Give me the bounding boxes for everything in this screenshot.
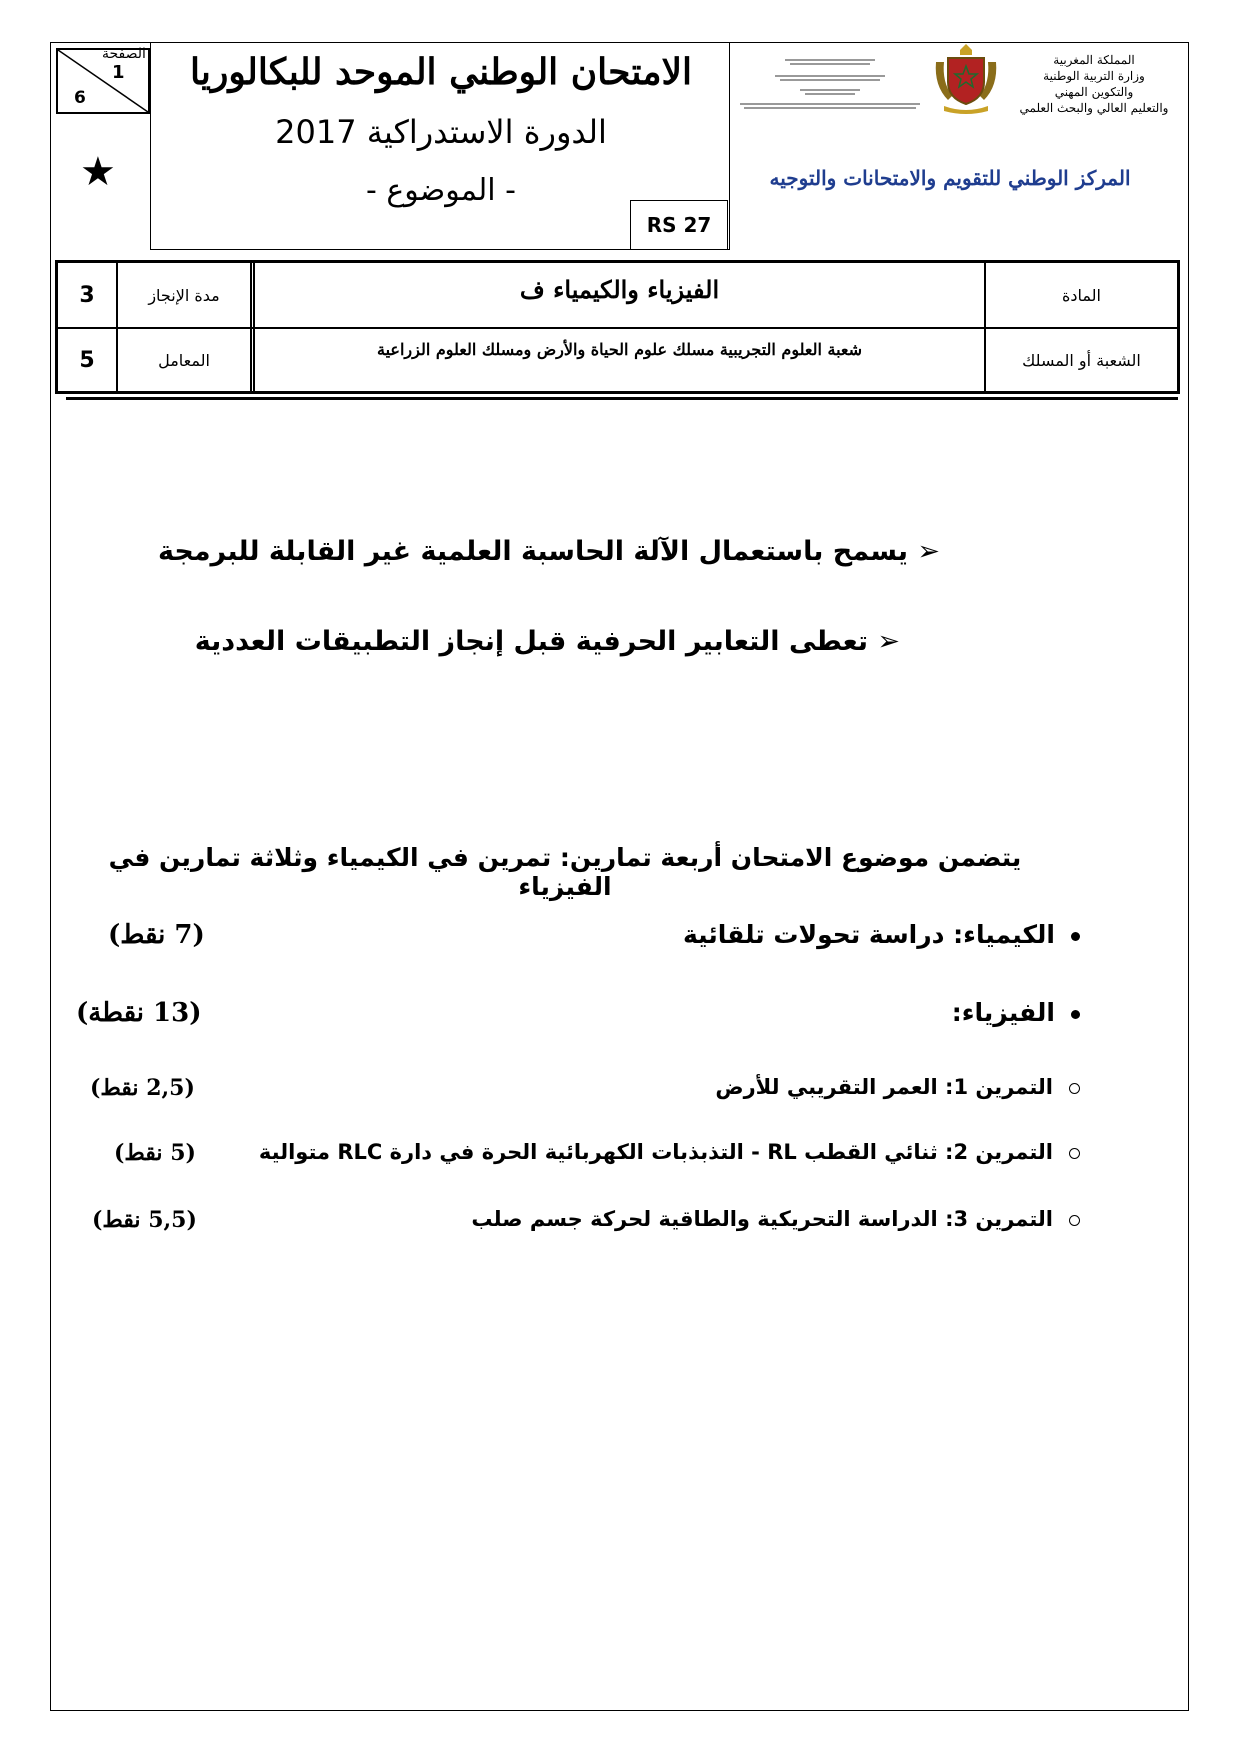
physics-label: الفيزياء: <box>952 998 1080 1027</box>
subject-word: - الموضوع - <box>366 173 516 208</box>
exercise-row <box>80 1207 1080 1247</box>
page-label: الصفحة <box>102 46 146 62</box>
note-arrow-icon: ➢ <box>867 626 900 657</box>
bullet-icon <box>1071 1010 1080 1019</box>
exercise-label: التمرين 1: العمر التقريبي للأرض <box>715 1075 1080 1099</box>
note-calculator <box>158 536 940 567</box>
section-chemistry <box>80 920 1080 960</box>
exercise-label: التمرين 3: الدراسة التحريكية والطاقية لحركة جسم صلب <box>471 1207 1080 1231</box>
exam-info-table <box>55 260 1180 394</box>
note-text: تعطى التعابير الحرفية قبل إنجاز التطبيقات العددية <box>194 626 868 657</box>
exam-title: الامتحان الوطني الموحد للبكالوريا <box>189 51 693 93</box>
exercise-points: (5 نقط) <box>114 1140 196 1166</box>
subject-label: المادة <box>1062 285 1101 305</box>
ministry-line: والتكوين المهني <box>1054 85 1134 99</box>
coat-of-arms-icon <box>930 40 1002 116</box>
header-rule <box>66 397 1178 400</box>
evaluation-center-name: المركز الوطني للتقويم والامتحانات والتوجيه <box>769 166 1131 190</box>
coefficient-value: 5 <box>79 347 95 373</box>
exam-intro: يتضمن موضوع الامتحان أربعة تمارين: تمرين في الكيمياء وثلاثة تمارين في الفيزياء <box>108 843 1022 901</box>
exercise-label: التمرين 2: ثنائي القطب RL - التذبذبات الكهربائية الحرة في دارة RLC متوالية <box>259 1140 1080 1164</box>
exercise-points: (5,5 نقط) <box>92 1207 197 1233</box>
note-text: يسمح باستعمال الآلة الحاسبة العلمية غير القابلة للبرمجة <box>157 536 908 567</box>
branch-value: شعبة العلوم التجريبية مسلك علوم الحياة والأرض ومسلك العلوم الزراعية <box>376 339 863 359</box>
sub-bullet-icon <box>1069 1083 1080 1094</box>
ministry-line: المملكة المغربية <box>1053 53 1135 67</box>
duration-label: مدة الإنجاز <box>148 285 220 305</box>
note-expressions <box>195 626 900 657</box>
duration-value: 3 <box>79 282 95 308</box>
star-icon: ★ <box>80 149 116 195</box>
section-physics <box>76 998 1080 1038</box>
coefficient-label: المعامل <box>158 350 210 370</box>
note-arrow-icon: ➢ <box>907 536 940 567</box>
ministry-name <box>1002 52 1186 116</box>
physics-points: (13 نقطة) <box>76 998 202 1028</box>
session-title: الدورة الاستدراكية 2017 <box>275 113 607 151</box>
tifinagh-ministry-name <box>730 52 930 117</box>
ministry-line: والتعليم العالي والبحث العلمي <box>1019 101 1169 115</box>
branch-label: الشعبة أو المسلك <box>1022 350 1141 370</box>
ministry-line: وزارة التربية الوطنية <box>1043 69 1145 83</box>
subject-value: الفيزياء والكيمياء ف <box>519 274 720 304</box>
bullet-icon <box>1071 932 1080 941</box>
exercise-row <box>80 1075 1080 1115</box>
chemistry-points: (7 نقط) <box>108 920 205 950</box>
page-number-box <box>56 48 150 114</box>
exam-code: RS 27 <box>630 200 728 250</box>
page-number: 1 <box>112 62 125 83</box>
chemistry-label: الكيمياء: دراسة تحولات تلقائية <box>683 920 1080 949</box>
exercise-row <box>80 1140 1080 1180</box>
sub-bullet-icon <box>1069 1148 1080 1159</box>
tifinagh-text-graphic <box>730 52 930 112</box>
sub-bullet-icon <box>1069 1215 1080 1226</box>
exercise-points: (2,5 نقط) <box>90 1075 195 1101</box>
page-total: 6 <box>74 88 86 108</box>
